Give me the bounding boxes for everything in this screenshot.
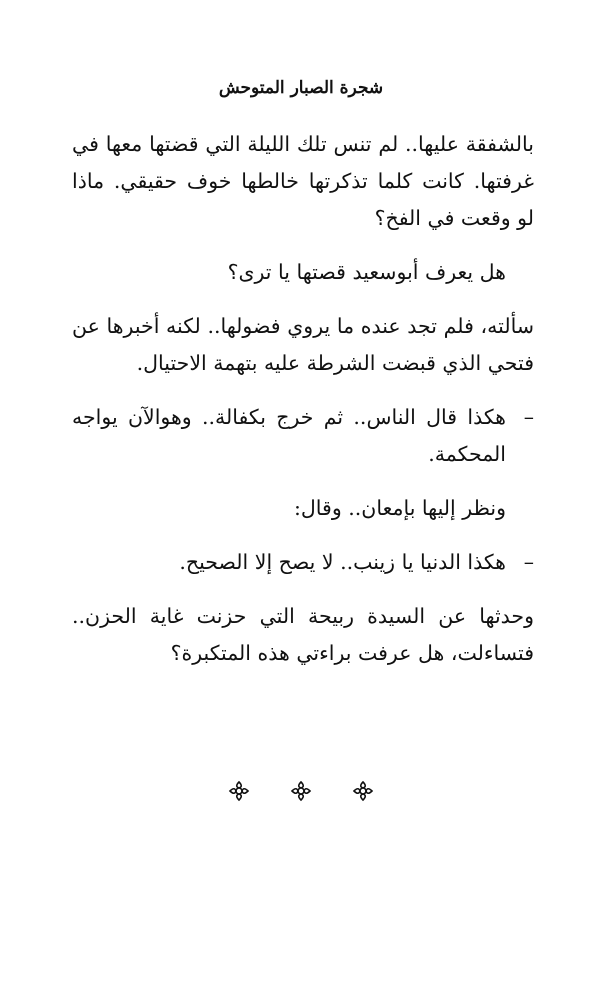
paragraph-5: ونظر إليها بإمعان.. وقال: xyxy=(293,496,506,520)
dialogue-text-1: هكذا قال الناس.. ثم خرج بكفالة.. وهوالآن يواجه المحكمة. xyxy=(72,405,506,466)
dialogue-dash: – xyxy=(523,405,534,429)
body-text xyxy=(72,126,534,689)
dialogue-line-1 xyxy=(72,399,534,473)
dialogue-line-2 xyxy=(72,544,534,581)
ornament-icon xyxy=(290,780,312,802)
paragraph-3: سألته، فلم تجد عنده ما يروي فضولها.. لكنه أخبرها عن فتحي الذي قبضت الشرطة عليه بتهمة الاحتيال. xyxy=(72,314,534,375)
ornament-icon xyxy=(228,780,250,802)
dialogue-text-2: هكذا الدنيا يا زينب.. لا يصح إلا الصحيح. xyxy=(179,550,506,574)
dialogue-dash: – xyxy=(523,550,534,574)
paragraph-7: وحدثها عن السيدة ربيحة التي حزنت غاية الحزن.. فتساءلت، هل عرفت براءتي هذه المتكبرة؟ xyxy=(72,604,534,665)
ornament-icon xyxy=(352,780,374,802)
running-head-title: شجرة الصبار المتوحش xyxy=(218,78,384,98)
paragraph-1: بالشفقة عليها.. لم تنس تلك الليلة التي قضتها معها في غرفتها. كانت كلما تذكرتها خالطها خوف حقيقي. ماذا لو وقعت في الفخ؟ xyxy=(72,132,534,230)
paragraph-2: هل يعرف أبوسعيد قصتها يا ترى؟ xyxy=(227,260,506,284)
section-break-ornaments xyxy=(0,780,602,802)
